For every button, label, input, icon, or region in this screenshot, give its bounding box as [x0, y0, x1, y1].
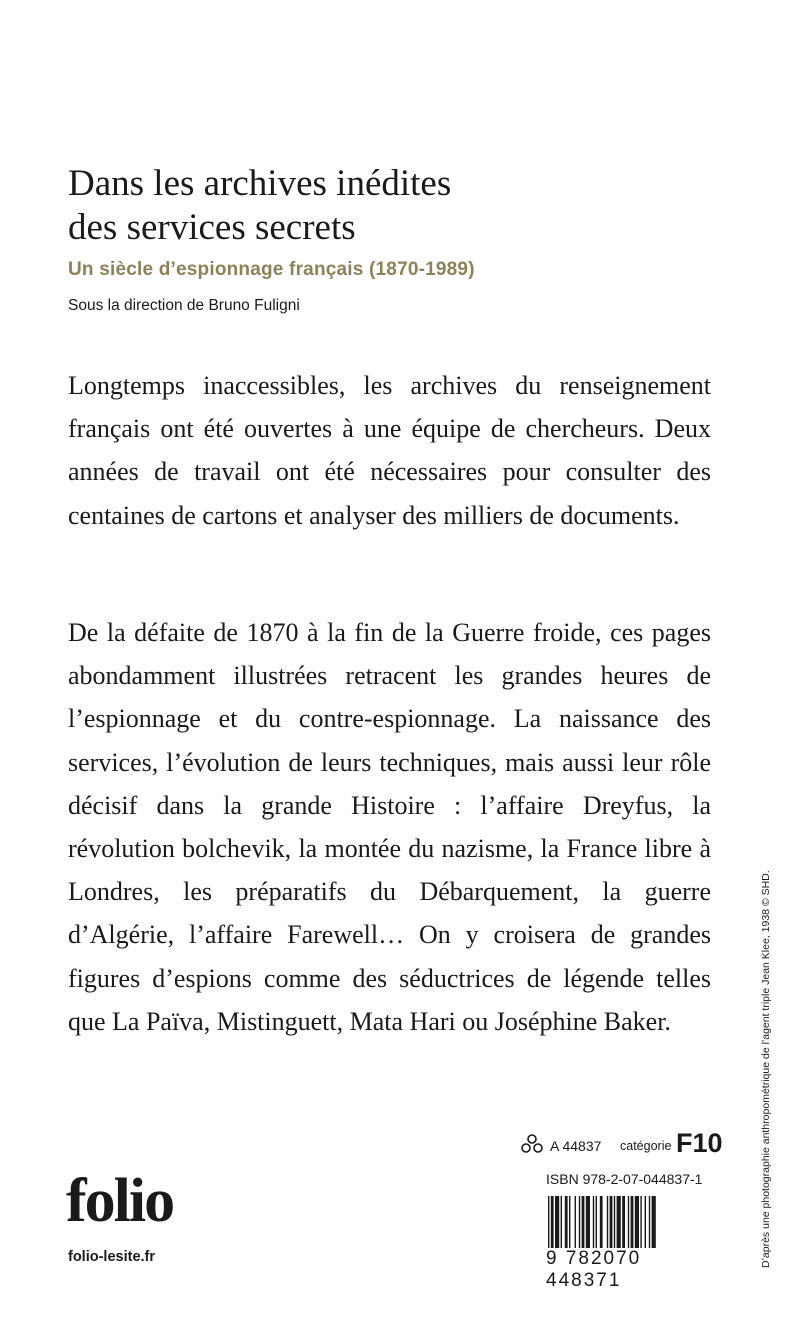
barcode-bar [645, 1196, 646, 1248]
barcode-bar [610, 1196, 613, 1248]
barcode-bar [635, 1196, 639, 1248]
barcode-bar [640, 1196, 641, 1248]
publisher-website: folio-lesite.fr [68, 1249, 156, 1265]
barcode-bar [628, 1196, 629, 1248]
barcode-bar [575, 1196, 576, 1248]
barcode-bar [652, 1196, 656, 1248]
blurb-paragraph-2: De la défaite de 1870 à la fin de la Guerre froide, ces pages abondamment illustrées retracent les grandes heures de l’espionnage et du contre-espionnage. La naissance des services, l’évolution de leurs techniques, mais aussi leur rôle décisif dans la grande Histoire : l’affaire Dreyfus, la révolution bolchevik, la montée du nazisme, la France libre à Londres, les préparatifs du Débarquement, la guerre d’Algérie, l’affaire Farewell… On y croisera de grandes figures d’espions comme des séductrices de légende telles que La Païva, Mistinguett, Mata Hari ou Joséphine Baker. [68, 618, 711, 1036]
blurb-paragraph-1: Longtemps inaccessibles, les archives du renseignement français ont été ouvertes à une équipe de chercheurs. Deux années de travail ont été nécessaires pour consulter des centaines de cartons et analyser des milliers de documents. [68, 371, 711, 530]
barcode-bars [546, 1196, 716, 1248]
barcode-bar [565, 1196, 568, 1248]
barcode-bar [586, 1196, 590, 1248]
barcode-bar [548, 1196, 549, 1248]
book-subtitle: Un siècle d’espionnage français (1870-1989) [68, 259, 475, 280]
catalog-code: A 44837 [550, 1138, 602, 1154]
title-line-2: des services secrets [68, 207, 356, 248]
barcode-bar [555, 1196, 559, 1248]
cover-photo-credit: D’après une photographie anthropométrique de l’agent triple Jean Klee, 1938 © SHD. [760, 870, 772, 1268]
barcode-bar [551, 1196, 554, 1248]
barcode-bar [622, 1196, 625, 1248]
book-title [68, 162, 628, 250]
barcode-bar [593, 1196, 594, 1248]
isbn: ISBN 978-2-07-044837-1 [546, 1171, 703, 1187]
barcode-digits: 9 782070 448371 [546, 1248, 642, 1291]
folio-logo: folio [66, 1167, 174, 1235]
barcode-bar [631, 1196, 634, 1248]
barcode-bar [561, 1196, 562, 1248]
category-label: catégorie [620, 1139, 672, 1153]
barcode-bar [579, 1196, 580, 1248]
price-category: F10 [676, 1128, 723, 1158]
barcode-bar [596, 1196, 597, 1248]
catalog-line [520, 1128, 723, 1162]
barcode-bar [569, 1196, 570, 1248]
barcode-bar [600, 1196, 603, 1248]
barcode-bar [649, 1196, 650, 1248]
barcode-bar [617, 1196, 621, 1248]
barcode-bar [614, 1196, 615, 1248]
publisher-mark-icon [520, 1134, 544, 1159]
editor-credit: Sous la direction de Bruno Fuligni [68, 297, 300, 314]
title-line-1: Dans les archives inédites [68, 163, 452, 204]
barcode-bar [607, 1196, 608, 1248]
barcode [546, 1196, 716, 1253]
barcode-bar [582, 1196, 585, 1248]
